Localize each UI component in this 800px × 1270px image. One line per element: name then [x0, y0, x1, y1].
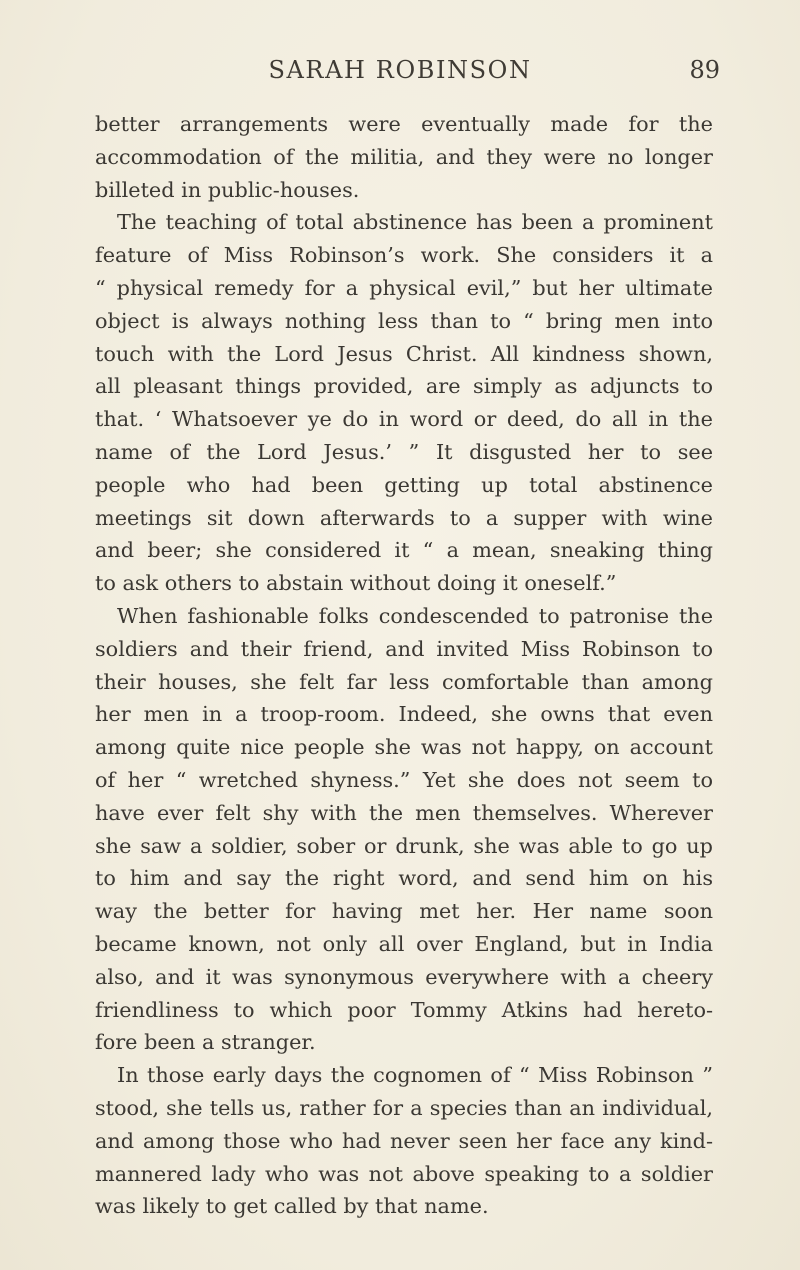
text-line: was likely to get called by that name.	[95, 1194, 489, 1219]
text-line: The teaching of total abstinence has been a prominent	[117, 210, 713, 235]
text-line: soldiers and their friend, and invited Miss Robinson to	[95, 636, 713, 661]
text-line: also, and it was synonymous everywhere with a cheery	[95, 964, 713, 989]
text-line: object is always nothing less than to “ bring men into	[95, 308, 713, 333]
text-line: to him and say the right word, and send him on his	[95, 866, 713, 891]
text-line: stood, she tells us, rather for a species than an individual,	[95, 1095, 713, 1120]
text-line: In those early days the cognomen of “ Miss Robinson ”	[117, 1063, 713, 1088]
text-line: their houses, she felt far less comfortable than among	[95, 669, 713, 694]
text-line: feature of Miss Robinson’s work. She considers it a	[95, 243, 713, 268]
text-line: meetings sit down afterwards to a supper with wine	[95, 505, 713, 530]
text-line: have ever felt shy with the men themselves. Wherever	[95, 800, 713, 825]
text-line: When fashionable folks condescended to patronise the	[117, 603, 713, 628]
body-text	[95, 108, 713, 1223]
text-line: became known, not only all over England, but in India	[95, 931, 713, 956]
text-line: name of the Lord Jesus.’ ” It disgusted her to see	[95, 439, 713, 464]
text-line: and among those who had never seen her face any kind-	[95, 1128, 713, 1153]
text-line: all pleasant things provided, are simply as adjuncts to	[95, 374, 713, 399]
text-line: fore been a stranger.	[95, 1030, 316, 1055]
running-title: SARAH ROBINSON	[268, 56, 532, 84]
text-line: better arrangements were eventually made for the	[95, 112, 713, 136]
text-line: people who had been getting up total abstinence	[95, 472, 713, 497]
text-line: mannered lady who was not above speaking to a soldier	[95, 1161, 713, 1186]
text-line: among quite nice people she was not happy, on account	[95, 735, 713, 760]
text-line: touch with the Lord Jesus Christ. All kindness shown,	[95, 341, 713, 366]
page-number: 89	[689, 56, 720, 84]
text-line: way the better for having met her. Her name soon	[95, 899, 713, 924]
text-line: her men in a troop-room. Indeed, she owns that even	[95, 702, 713, 727]
text-line: to ask others to abstain without doing it oneself.”	[95, 571, 617, 596]
text-line: of her “ wretched shyness.” Yet she does not seem to	[95, 767, 713, 792]
text-line: “ physical remedy for a physical evil,” but her ultimate	[95, 275, 713, 300]
text-line: she saw a soldier, sober or drunk, she was able to go up	[95, 833, 713, 858]
text-line: accommodation of the militia, and they were no longer	[95, 144, 713, 169]
text-line: billeted in public-houses.	[95, 177, 360, 202]
text-line: and beer; she considered it “ a mean, sneaking thing	[95, 538, 713, 563]
running-header	[0, 56, 800, 96]
text-line: friendliness to which poor Tommy Atkins had hereto-	[95, 997, 713, 1022]
text-line: that. ‘ Whatsoever ye do in word or deed, do all in the	[95, 407, 713, 432]
